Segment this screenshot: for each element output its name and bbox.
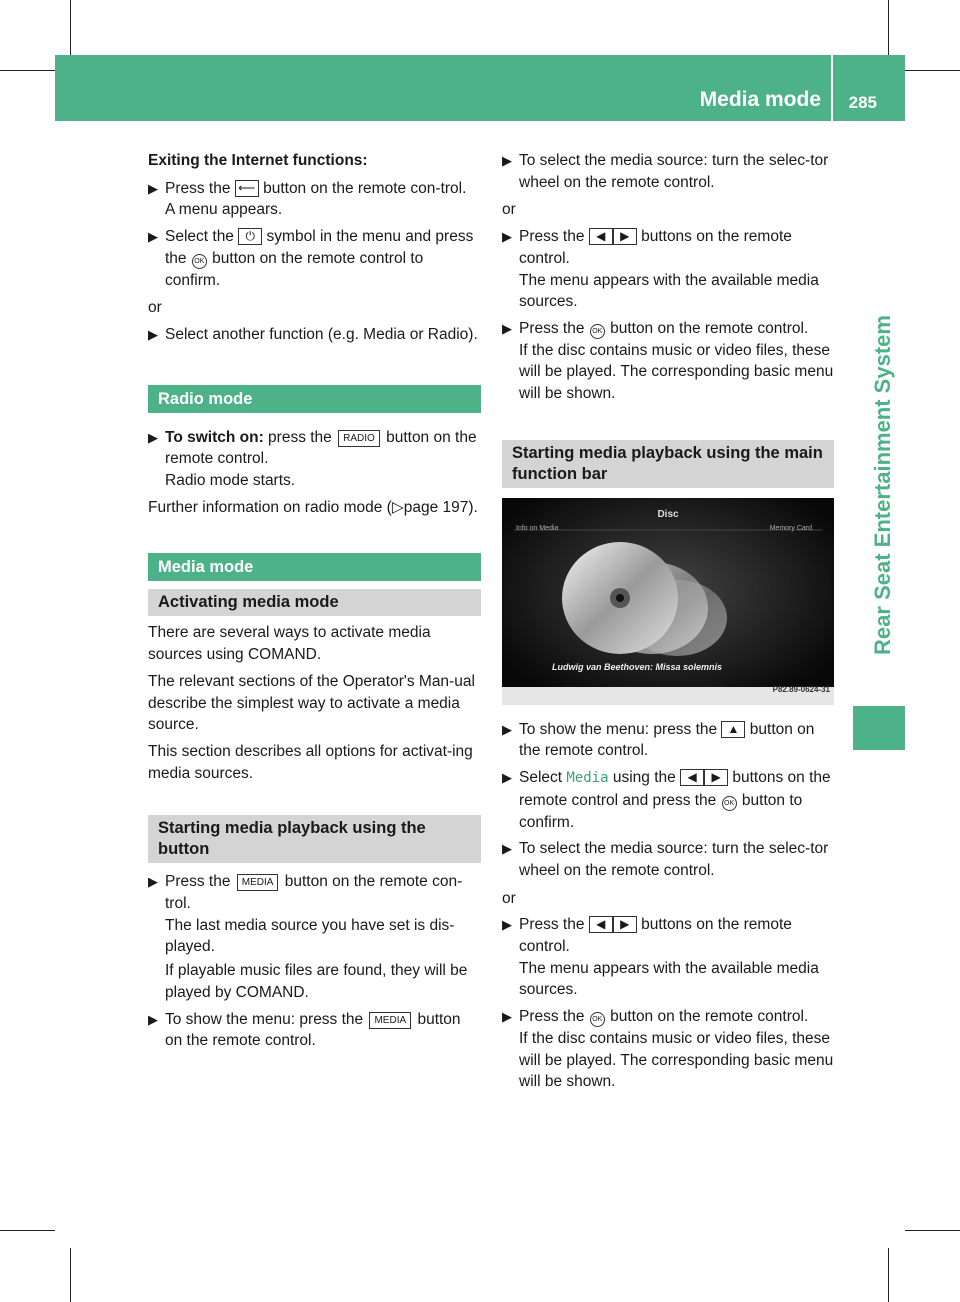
left-column bbox=[148, 150, 481, 1057]
arrow-icon: ▶ bbox=[502, 153, 512, 168]
paragraph: This section describes all options for activat-ing media sources. bbox=[148, 742, 473, 782]
header-divider bbox=[831, 55, 833, 121]
list-item: ▶ Press the ◀ ▶ buttons on the remote control. The menu appears with the available media sources. bbox=[502, 228, 819, 311]
list-item: ▶ Select Media using the ◀ ▶ buttons on the remote control and press the OK button to confirm. bbox=[502, 769, 831, 831]
list-item: ▶ Select the ⏻ symbol in the menu and press the OK button on the remote control to confirm. bbox=[148, 228, 474, 289]
arrow-icon: ▶ bbox=[148, 180, 158, 196]
screen-title: Disc bbox=[657, 508, 679, 520]
arrow-icon: ▶ bbox=[148, 229, 158, 245]
arrow-icon: ▶ bbox=[502, 841, 512, 857]
screen-track-title: Ludwig van Beethoven: Missa solemnis bbox=[552, 662, 723, 673]
crop-mark bbox=[888, 0, 889, 55]
arrow-icon: ▶ bbox=[502, 320, 512, 336]
highlighted-menu-term: Media bbox=[566, 770, 609, 787]
side-tab bbox=[853, 706, 905, 750]
media-key-icon: MEDIA bbox=[369, 1012, 411, 1029]
list-item: ▶ Press the ⟵ button on the remote con-trol. A menu appears. bbox=[148, 179, 467, 219]
subheading-activating: Activating media mode bbox=[148, 589, 481, 616]
section-heading-media: Media mode bbox=[148, 553, 481, 581]
power-icon: ⏻ bbox=[238, 228, 262, 245]
right-column bbox=[502, 150, 834, 1098]
exit-heading: Exiting the Internet functions: bbox=[148, 152, 368, 169]
or-text: or bbox=[148, 299, 162, 317]
media-screenshot bbox=[502, 498, 834, 705]
left-arrow-key-icon: ◀ bbox=[589, 916, 613, 933]
list-item: ▶ To select the media source: turn the selec-tor wheel on the remote control. bbox=[502, 840, 829, 879]
page-ref-icon: ▷ bbox=[391, 498, 404, 516]
crop-mark bbox=[888, 1248, 889, 1302]
ok-icon: OK bbox=[590, 1012, 605, 1027]
header-title: Media mode bbox=[699, 88, 821, 111]
arrow-icon: ▶ bbox=[502, 917, 512, 933]
or-text: or bbox=[502, 889, 516, 907]
or-text: or bbox=[502, 201, 516, 219]
list-item-continuation: If playable music files are found, they will be played by COMAND. bbox=[165, 962, 468, 1001]
section-heading-radio: Radio mode bbox=[148, 385, 481, 413]
screen-menu-item: Info on Media bbox=[516, 524, 559, 532]
list-item: ▶ Press the ◀ ▶ buttons on the remote control. The menu appears with the available media sources. bbox=[502, 916, 819, 999]
crop-mark bbox=[905, 1230, 960, 1231]
crop-mark bbox=[0, 1230, 55, 1231]
back-icon: ⟵ bbox=[235, 180, 259, 197]
subheading-main-function-bar: Starting media playback using the main function bar bbox=[502, 440, 834, 488]
left-arrow-key-icon: ◀ bbox=[680, 769, 704, 786]
screen-menu-item: Memory Card bbox=[769, 524, 812, 532]
arrow-icon: ▶ bbox=[148, 429, 158, 445]
left-arrow-key-icon: ◀ bbox=[589, 228, 613, 245]
subheading-button: Starting media playback using the button bbox=[148, 815, 481, 863]
arrow-icon: ▶ bbox=[148, 1011, 158, 1027]
page-number: 285 bbox=[848, 93, 877, 112]
ok-icon: OK bbox=[590, 324, 605, 339]
list-item: ▶ To select the media source: turn the selec-tor wheel on the remote control. bbox=[502, 152, 829, 191]
list-item: ▶ Press the OK button on the remote control. If the disc contains music or video files, these will be played. The corresponding basic menu will be shown. bbox=[502, 1008, 834, 1091]
side-section-label: Rear Seat Entertainment System bbox=[870, 315, 895, 655]
list-item: ▶ Select another function (e.g. Media or Radio). bbox=[148, 324, 481, 346]
radio-info: Further information on radio mode (▷page 197). bbox=[148, 498, 478, 516]
image-reference: P82.89-0624-31 bbox=[772, 685, 830, 695]
up-arrow-key-icon: ▲ bbox=[721, 721, 745, 738]
paragraph: There are several ways to activate media sources using COMAND. bbox=[148, 624, 431, 664]
page-header bbox=[55, 55, 905, 121]
paragraph: The relevant sections of the Operator's Man-ual describe the simplest way to activate a media source. bbox=[148, 672, 475, 734]
list-item: ▶ To switch on: press the RADIO button on the remote control. Radio mode starts. bbox=[148, 428, 477, 490]
list-item: ▶ To show the menu: press the ▲ button on the remote control. bbox=[502, 720, 815, 760]
crop-mark bbox=[70, 1248, 71, 1302]
arrow-icon: ▶ bbox=[148, 326, 158, 342]
crop-mark bbox=[0, 70, 55, 71]
radio-key-icon: RADIO bbox=[338, 430, 380, 447]
right-arrow-key-icon: ▶ bbox=[613, 916, 637, 933]
arrow-icon: ▶ bbox=[148, 874, 158, 890]
arrow-icon: ▶ bbox=[502, 229, 512, 245]
ok-icon: OK bbox=[722, 796, 737, 811]
crop-mark bbox=[905, 70, 960, 71]
ok-icon: OK bbox=[192, 254, 207, 269]
media-key-icon: MEDIA bbox=[237, 874, 279, 891]
right-arrow-key-icon: ▶ bbox=[704, 769, 728, 786]
arrow-icon: ▶ bbox=[502, 721, 512, 737]
list-item: ▶ To show the menu: press the MEDIA button on the remote control. bbox=[148, 1010, 461, 1050]
arrow-icon: ▶ bbox=[502, 770, 512, 786]
list-item: ▶ Press the OK button on the remote control. If the disc contains music or video files, these will be played. The corresponding basic menu will be shown. bbox=[502, 319, 834, 403]
right-arrow-key-icon: ▶ bbox=[613, 228, 637, 245]
list-item: ▶ Press the MEDIA button on the remote con-trol. The last media source you have set is dis-played. bbox=[148, 873, 463, 956]
arrow-icon: ▶ bbox=[502, 1009, 512, 1025]
